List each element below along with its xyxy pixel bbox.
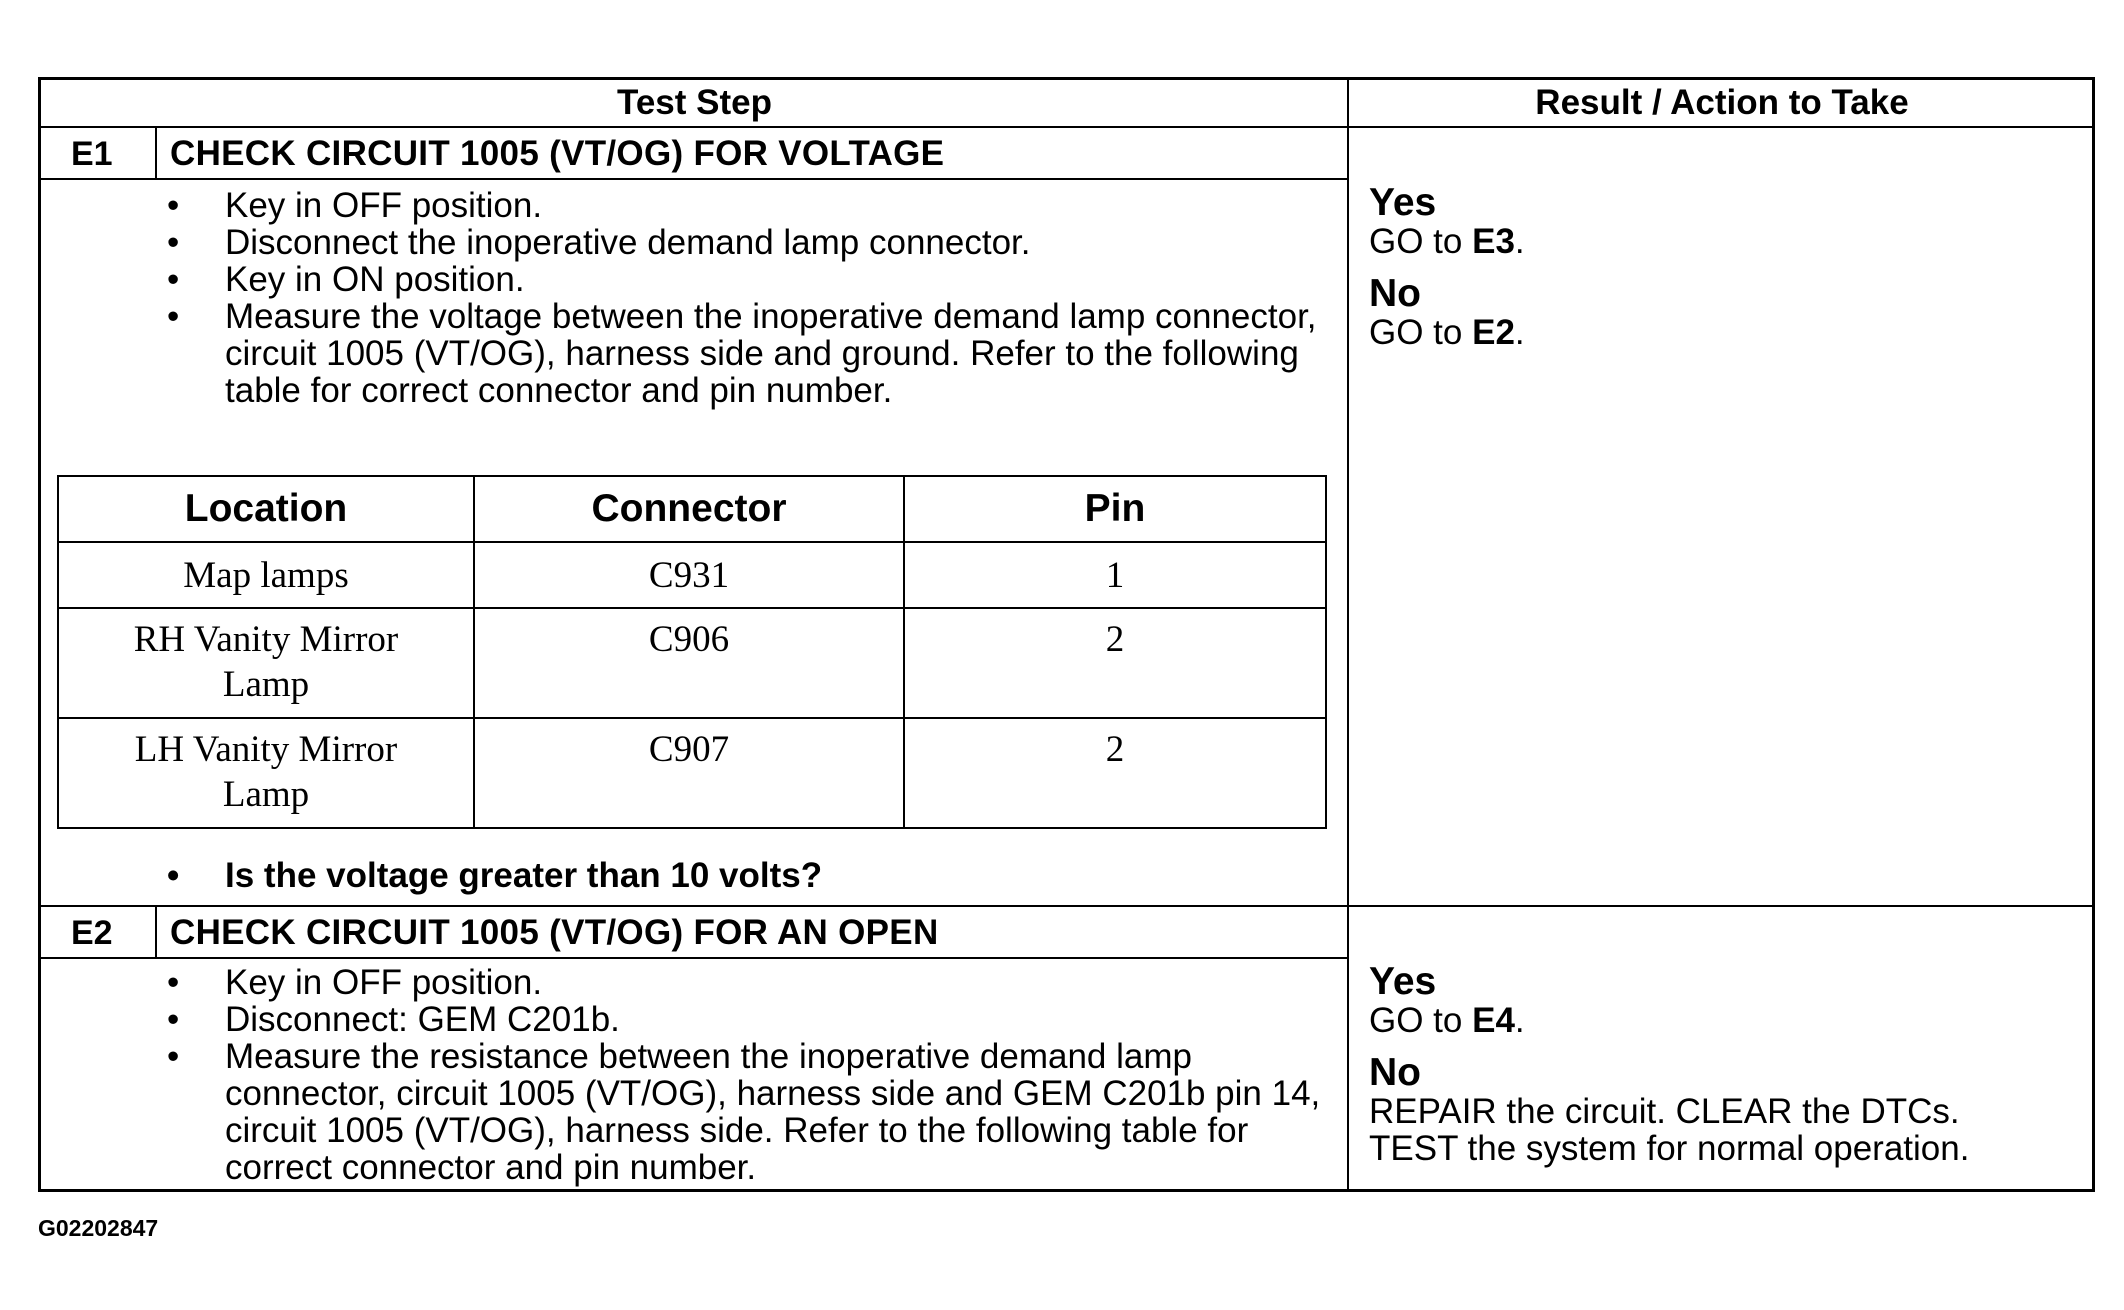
step-instructions-e2 xyxy=(173,964,1323,1186)
instruction-item: • Key in ON position. xyxy=(173,261,1323,298)
table-row-divider xyxy=(59,607,1325,609)
table-cell-connector: C906 xyxy=(648,619,730,660)
goto-step-link: E4 xyxy=(1472,1001,1515,1040)
result-yes-label: Yes xyxy=(1369,960,1437,1003)
instruction-item: • Measure the voltage between the inoperative demand lamp connector, circuit 1005 (VT/OG), harness side and ground. Refer to the following table for correct connector and pin number. xyxy=(173,298,1323,409)
step-title-e2: CHECK CIRCUIT 1005 (VT/OG) FOR AN OPEN xyxy=(170,913,939,952)
instruction-item: • Key in OFF position. xyxy=(173,187,1323,224)
result-no-label: No xyxy=(1369,1051,1421,1094)
step-title-divider-e1 xyxy=(38,178,1349,180)
table-cell-location: RH Vanity Mirror Lamp xyxy=(133,619,399,705)
result-e2 xyxy=(1369,962,2079,1167)
goto-step-link: E3 xyxy=(1472,222,1515,261)
header-divider xyxy=(38,126,2095,128)
table-cell-pin: 2 xyxy=(1105,619,1125,660)
instruction-item: • Measure the resistance between the inoperative demand lamp connector, circuit 1005 (VT/OG), harness side and GEM C201b pin 14, circuit 1005 (VT/OG), harness side. Refer to the following table for correct connector and pin number. xyxy=(173,1038,1323,1186)
step-id-e1: E1 xyxy=(71,135,113,173)
column-divider xyxy=(1347,77,1349,1192)
result-e1 xyxy=(1369,183,2069,351)
table-row-divider xyxy=(59,717,1325,719)
goto-step-link: E2 xyxy=(1472,313,1515,352)
table-cell-pin: 1 xyxy=(1105,555,1125,596)
table-header-connector: Connector xyxy=(591,487,787,530)
instruction-item: • Disconnect: GEM C201b. xyxy=(173,1001,1323,1038)
table-cell-location: LH Vanity Mirror Lamp xyxy=(134,729,398,815)
step-id-divider-e2 xyxy=(155,905,157,959)
question-item: • Is the voltage greater than 10 volts? xyxy=(173,857,1323,894)
step-title-divider-e2 xyxy=(38,957,1349,959)
table-header-location: Location xyxy=(184,487,348,530)
step-id-e2: E2 xyxy=(71,914,113,952)
instruction-item: • Key in OFF position. xyxy=(173,964,1323,1001)
header-result-action: Result / Action to Take xyxy=(1535,83,1909,122)
result-yes-action: GO to E3. xyxy=(1369,222,1525,261)
step-question-e1 xyxy=(173,857,1323,894)
result-yes-label: Yes xyxy=(1369,181,1437,224)
result-yes-action: GO to E4. xyxy=(1369,1001,1525,1040)
figure-code: G02202847 xyxy=(38,1215,159,1241)
step-id-divider-e1 xyxy=(155,126,157,180)
result-no-action: GO to E2. xyxy=(1369,313,1525,352)
instruction-item: • Disconnect the inoperative demand lamp connector. xyxy=(173,224,1323,261)
table-header-pin: Pin xyxy=(1084,487,1146,530)
step-title-e1: CHECK CIRCUIT 1005 (VT/OG) FOR VOLTAGE xyxy=(170,134,945,173)
table-cell-location: Map lamps xyxy=(183,555,349,596)
table-cell-pin: 2 xyxy=(1105,729,1125,770)
table-row-divider xyxy=(59,541,1325,543)
result-no-action: REPAIR the circuit. CLEAR the DTCs. TEST the system for normal operation. xyxy=(1369,1092,1970,1168)
step-instructions-e1 xyxy=(173,187,1323,409)
step-divider xyxy=(38,905,2095,907)
result-no-label: No xyxy=(1369,272,1421,315)
table-cell-connector: C907 xyxy=(648,729,730,770)
header-test-step: Test Step xyxy=(617,83,772,122)
table-cell-connector: C931 xyxy=(648,555,730,596)
connector-pin-table xyxy=(57,475,1327,829)
